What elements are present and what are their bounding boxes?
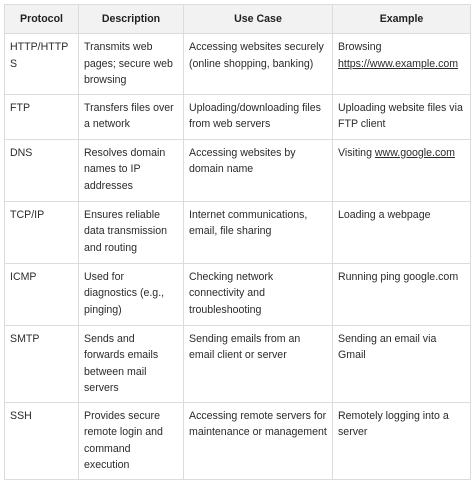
cell-example: Remotely logging into a server bbox=[333, 402, 471, 479]
header-example: Example bbox=[333, 5, 471, 34]
cell-description: Provides secure remote login and command execution bbox=[79, 402, 184, 479]
cell-protocol: TCP/IP bbox=[5, 201, 79, 263]
table-row bbox=[5, 201, 471, 263]
cell-example bbox=[333, 34, 471, 95]
cell-use-case: Internet communications, email, file sharing bbox=[184, 201, 333, 263]
cell-example: Sending an email via Gmail bbox=[333, 325, 471, 402]
cell-description: Sends and forwards emails between mail servers bbox=[79, 325, 184, 402]
example-link[interactable]: www.google.com bbox=[374, 146, 455, 159]
example-link[interactable]: https://www.example.com bbox=[338, 57, 459, 70]
cell-description: Transmits web pages; secure web browsing bbox=[79, 34, 184, 95]
cell-use-case: Sending emails from an email client or server bbox=[184, 325, 333, 402]
header-description: Description bbox=[79, 5, 184, 34]
cell-protocol: ICMP bbox=[5, 263, 79, 325]
cell-use-case: Accessing websites by domain name bbox=[184, 139, 333, 201]
table-row bbox=[5, 325, 471, 402]
cell-description: Used for diagnostics (e.g., pinging) bbox=[79, 263, 184, 325]
cell-use-case: Checking network connectivity and troubleshooting bbox=[184, 263, 333, 325]
cell-protocol: SMTP bbox=[5, 325, 79, 402]
cell-description: Ensures reliable data transmission and routing bbox=[79, 201, 184, 263]
cell-use-case: Accessing websites securely (online shopping, banking) bbox=[184, 34, 333, 95]
cell-example bbox=[333, 139, 471, 201]
cell-description: Transfers files over a network bbox=[79, 94, 184, 139]
cell-protocol: FTP bbox=[5, 94, 79, 139]
header-use-case: Use Case bbox=[184, 5, 333, 34]
cell-protocol: DNS bbox=[5, 139, 79, 201]
cell-description: Resolves domain names to IP addresses bbox=[79, 139, 184, 201]
cell-example: Uploading website files via FTP client bbox=[333, 94, 471, 139]
table-row bbox=[5, 34, 471, 95]
cell-use-case: Accessing remote servers for maintenance or management bbox=[184, 402, 333, 479]
cell-protocol: SSH bbox=[5, 402, 79, 479]
cell-example: Running ping google.com bbox=[333, 263, 471, 325]
example-text: Visiting bbox=[338, 146, 375, 159]
cell-use-case: Uploading/downloading files from web servers bbox=[184, 94, 333, 139]
example-text: Browsing bbox=[338, 41, 382, 53]
cell-protocol: HTTP/HTTPS bbox=[5, 34, 79, 95]
table-row bbox=[5, 94, 471, 139]
protocol-table bbox=[4, 4, 471, 480]
table-row bbox=[5, 402, 471, 479]
table-row bbox=[5, 139, 471, 201]
protocol-table-container bbox=[4, 4, 470, 480]
cell-example: Loading a webpage bbox=[333, 201, 471, 263]
table-header-row bbox=[5, 5, 471, 34]
table-row bbox=[5, 263, 471, 325]
header-protocol: Protocol bbox=[5, 5, 79, 34]
